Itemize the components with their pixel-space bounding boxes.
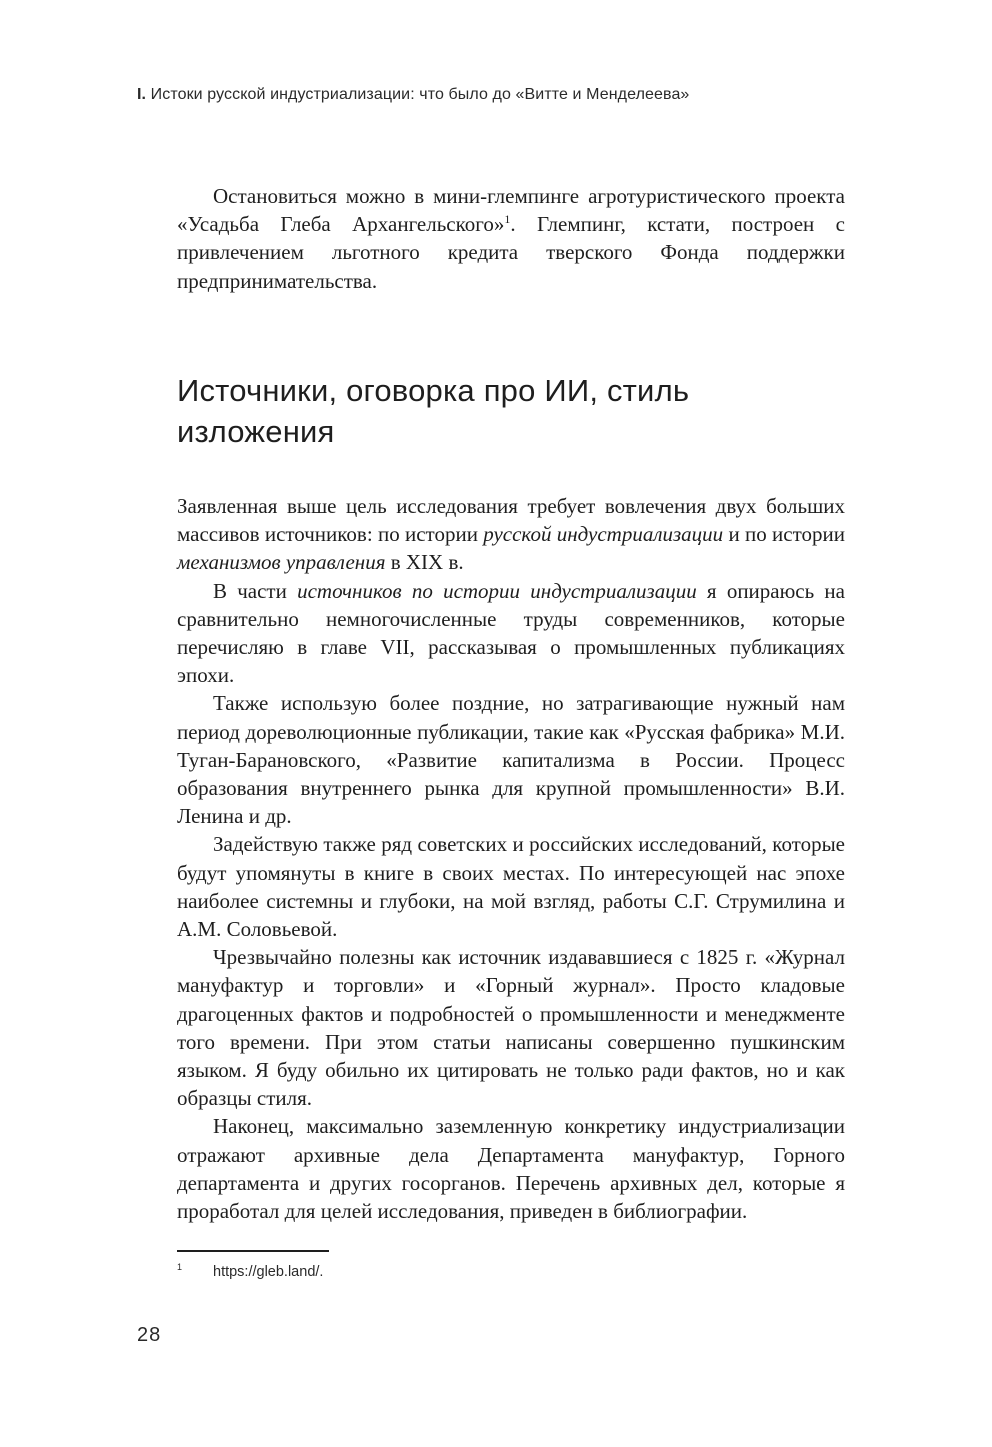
paragraph-1-italic-1: русской индустриализации — [483, 522, 724, 547]
section-body — [177, 492, 845, 1225]
chapter-number: I. — [137, 86, 147, 103]
paragraph-2-text-a: В части — [213, 578, 298, 603]
footnote-divider — [177, 1250, 329, 1252]
paragraph-4: Задействую также ряд советских и российских исследований, которые будут упомянуты в книге в своих местах. По интересующей нас эпохе наиболее системны и глубоки, на мой взгляд, работы С.Г. Струмилина и А.М. Соловьевой. — [177, 832, 845, 942]
paragraph-1-text-c: в XIX в. — [385, 550, 464, 575]
paragraph-1-text-b: и по истории — [723, 522, 845, 547]
paragraph-1 — [177, 492, 845, 577]
page-number: 28 — [137, 1324, 162, 1346]
running-head — [137, 86, 689, 104]
paragraph-2 — [177, 577, 845, 690]
intro-paragraph-block — [177, 182, 845, 295]
intro-text-start: Остановиться можно в мини-глемпинге агротуристического проекта «Усадьба Глеба Архангельского» — [177, 184, 845, 237]
footnote-number: 1 — [177, 1262, 183, 1272]
footnote-reference[interactable]: 1 — [504, 212, 511, 227]
paragraph-2-text-b: я опираюсь на сравнительно немногочисленные труды современников, которые перечисляю в главе VII, рассказывая о промышленных публикациях эпохи. — [177, 578, 845, 688]
paragraph-5: Чрезвычайно полезны как источник издававшиеся с 1825 г. «Журнал мануфактур и торговли» и «Горный журнал». Просто кладовые драгоценных фактов и подробностей о промышленности и менеджменте того времени. При этом статьи написаны совершенно пушкинским языком. Я буду обильно их цитировать не только ради фактов, но и как образцы стиля. — [177, 945, 845, 1111]
chapter-title: Истоки русской индустриализации: что было до «Витте и Менделеева» — [146, 86, 690, 103]
paragraph-1-italic-2: механизмов управления — [177, 550, 386, 575]
section-heading: Источники, оговорка про ИИ, стиль изложения — [177, 373, 690, 449]
footnote-link[interactable]: https://gleb.land/. — [213, 1263, 324, 1280]
paragraph-3: Также использую более поздние, но затрагивающие нужный нам период дореволюционные публикации, такие как «Русская фабрика» М.И. Туган-Барановского, «Развитие капитализма в России. Процесс образования внутреннего рынка для крупной промышленности» В.И. Ленина и др. — [177, 691, 845, 829]
paragraph-6: Наконец, максимально заземленную конкретику индустриализации отражают архивные дела Департамента мануфактур, Горного департамента и других госорганов. Перечень архивных дел, которые я проработал для целей исследования, приведен в библиографии. — [177, 1114, 845, 1224]
intro-text-end: . Глемпинг, кстати, построен с привлечением льготного кредита тверского Фонда поддержки предпринимательства. — [177, 212, 845, 293]
intro-paragraph — [177, 182, 845, 295]
paragraph-2-italic-1: источников по истории индустриализации — [297, 578, 697, 603]
footnote — [177, 1262, 323, 1280]
paragraph-1-text-a: Заявленная выше цель исследования требует вовлечения двух больших массивов источников: по истории — [177, 494, 845, 547]
